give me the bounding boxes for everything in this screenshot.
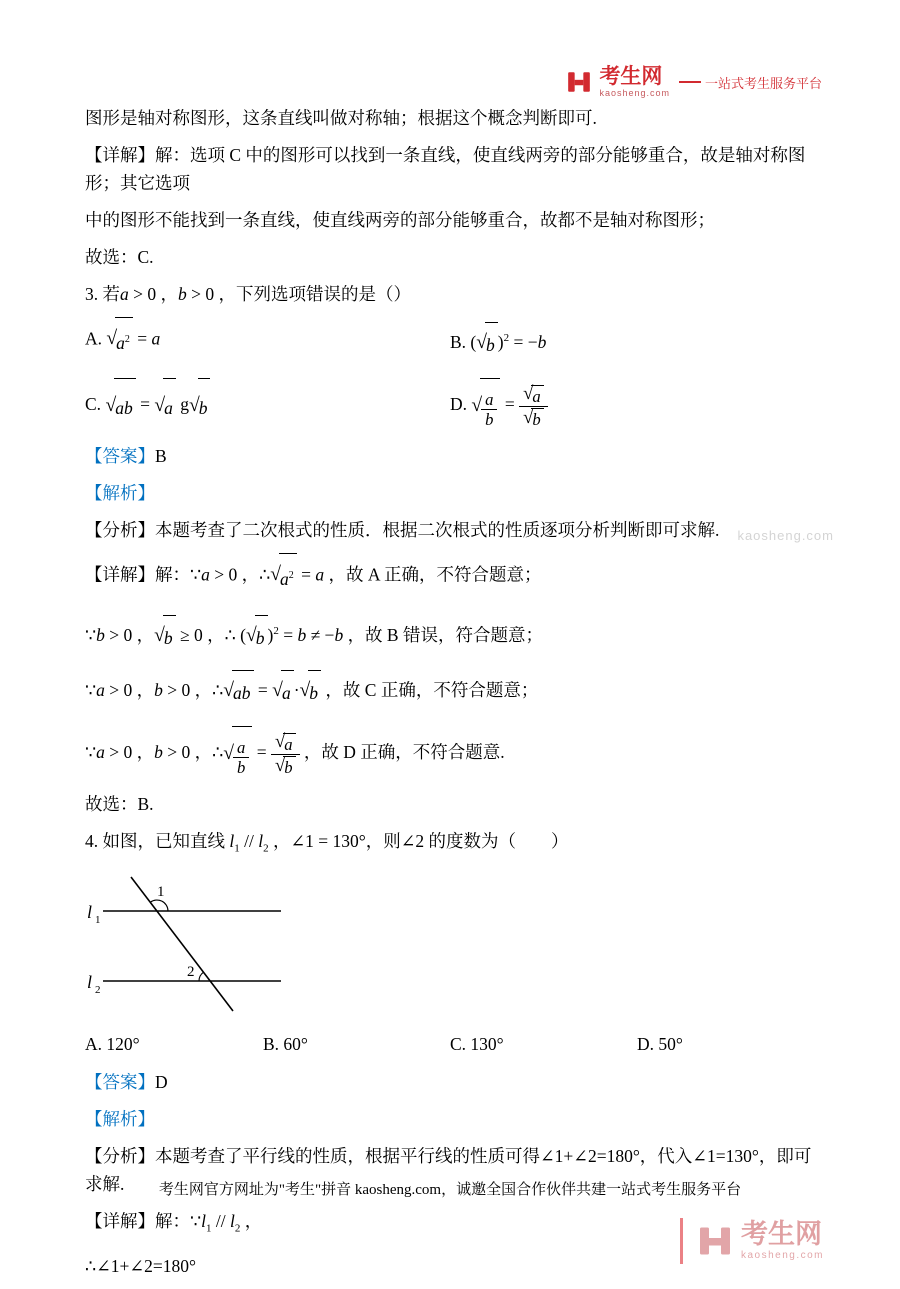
side-watermark: kaosheng.com: [737, 528, 834, 543]
q3-option-a: A. $√a^2 = a$: [85, 317, 450, 366]
q4-figure-wrap: [85, 871, 822, 1026]
watermark-divider: [680, 1218, 683, 1264]
parallel-lines-figure: [85, 871, 365, 1021]
answer-label: 【答案】: [85, 445, 155, 466]
q4-jiexi-label: 【解析】: [85, 1109, 155, 1130]
q4-option-b: B. 60°: [263, 1034, 308, 1055]
exam-solutions-body: [85, 104, 822, 1289]
q3-options-row-1: [85, 317, 822, 366]
label-l1-base: l: [87, 902, 93, 923]
label-l1-sub: 1: [95, 914, 101, 927]
q3-detail-line-a: 【详解】解：∵a > 0 ，$\therefore√a^2 = a$ ，故 A 正确，不符合题意；: [85, 553, 822, 600]
q3-option-c: C. √ab = √a g√b: [85, 376, 450, 435]
question-3-title: 3. 若a > 0 ，b > 0 ，下列选项错误的是（）: [85, 284, 411, 304]
site-tagline: 一站式考生服务平台: [704, 75, 822, 91]
angle-1-label: 1: [157, 884, 165, 901]
q4-detail-line-1: 【详解】解：$\because l_1 // l_2$ ，: [85, 1211, 263, 1235]
site-brand-name: 考生网: [599, 65, 663, 88]
angle-2-arc: [199, 973, 203, 982]
answer-value: B: [155, 445, 167, 466]
q4-fenxi-line: 【分析】本题考查了平行线的性质，根据平行线的性质可得∠1+∠2=180°，代入∠1=130°，即可求解.: [85, 1146, 812, 1195]
watermark-domain: kaosheng.com: [740, 1250, 824, 1261]
q2-detail-line-2: 中的图形不能找到一条直线，使直线两旁的部分能够重合，故都不是轴对称图形；: [85, 210, 715, 230]
q3-detail-line-d: ∵a > 0 ，b > 0 ，∴√ $\frac{a}{b}$ = $\frac{√a}{√b}$ ，故 D 正确，不符合题意.: [85, 724, 822, 783]
q3-jiexi-label: 【解析】: [85, 482, 155, 503]
q4-option-c: C. 130°: [450, 1034, 504, 1055]
question-4-title: 4. 如图，已知直线 $l_1 // l_2$ ，∠1 = 130°，则∠2 的度数为（ ）: [85, 830, 569, 855]
q4-options-row: [85, 1030, 822, 1058]
page-footer-text: 考生网官方网址为"考生"拼音 kaosheng.com，诚邀全国合作伙伴共建一站式考生服务平台: [158, 1182, 742, 1198]
q4-option-a: A. 120°: [85, 1034, 140, 1055]
q3-detail-line-b: ∵b > 0 ，√b ≥ 0 ，∴ (√b )$^2$ = b ≠ −b ，故 B 错误，符合题意；: [85, 610, 822, 659]
q4-answer-line: [85, 1068, 822, 1096]
angle-2-label: 2: [187, 964, 195, 981]
q3-fenxi-line: 【分析】本题考查了二次根式的性质．根据二次根式的性质逐项分析判断即可求解.: [85, 519, 720, 540]
site-logo: [566, 66, 822, 98]
transversal-line: [131, 877, 233, 1011]
q3-option-d: D. √ $\frac{a}{b}$ = $\frac{√a}{√b}$: [450, 376, 822, 435]
label-l2-sub: 2: [95, 984, 101, 997]
q4-option-d: D. 50°: [637, 1034, 683, 1055]
q4-detail-line-2: ∴∠1+∠2=180°: [85, 1255, 196, 1276]
answer-label: 【答案】: [85, 1072, 155, 1093]
q2-detail-line-1: 【详解】解：选项 C 中的图形可以找到一条直线，使直线两旁的部分能够重合，故是轴对称图形；其它选项: [85, 145, 806, 193]
watermark-brand: 考生网: [740, 1219, 822, 1249]
corner-watermark-logo: [680, 1218, 824, 1264]
answer-value: D: [155, 1072, 168, 1093]
q2-solution-tail: 图形是轴对称图形，这条直线叫做对称轴；根据这个概念判断即可.: [85, 108, 597, 128]
q2-conclusion: 故选：C.: [85, 247, 154, 267]
site-domain: kaosheng.com: [599, 88, 670, 98]
q3-answer-line: [85, 442, 822, 470]
q3-detail-line-c: ∵a > 0 ，b > 0 ，∴√ab = √a ·√b ，故 C 正确，不符合题意；: [85, 669, 822, 714]
kaosheng-logo-icon: [566, 69, 592, 95]
tagline-dash: [679, 81, 701, 83]
q3-conclusion: 故选：B.: [85, 793, 154, 814]
kaosheng-logo-icon-watermark: [697, 1223, 733, 1259]
q3-options-row-2: [85, 376, 822, 435]
label-l2-base: l: [87, 972, 93, 993]
q3-option-b: B. (√b )$^2$ = −b: [450, 317, 822, 366]
